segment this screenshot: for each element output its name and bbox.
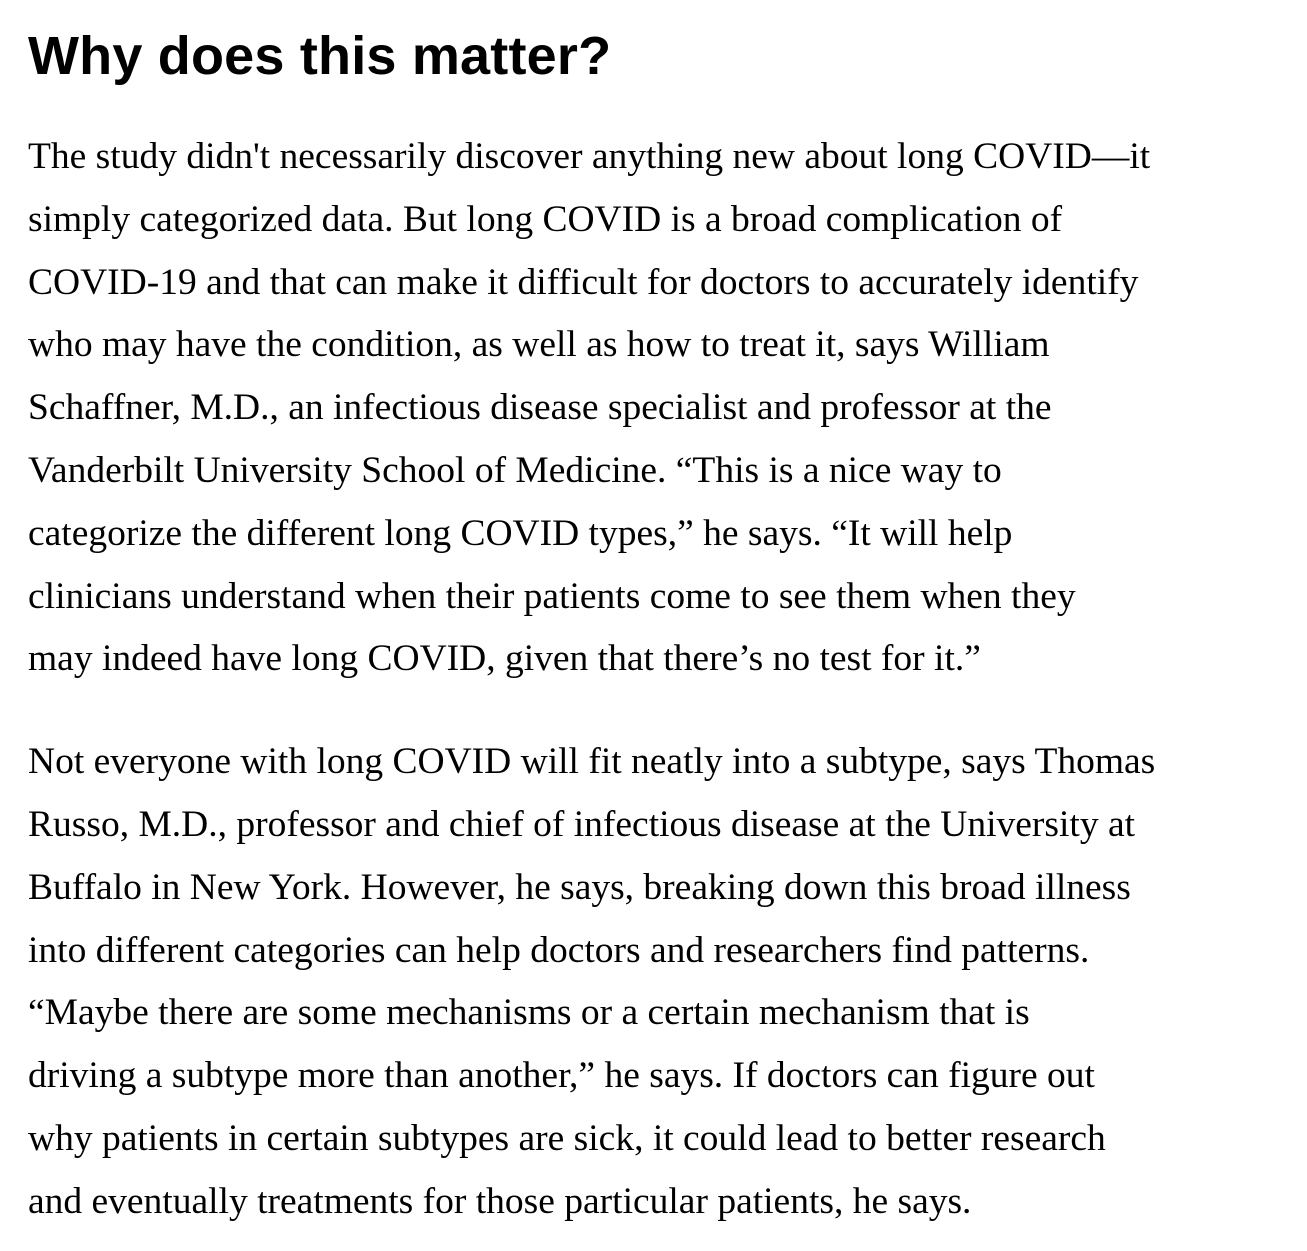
article-paragraph-1 [28, 126, 1290, 691]
paragraph-line: clinicians understand when their patients come to see them when they [28, 575, 1076, 617]
paragraph-line: Vanderbilt University School of Medicine. “This is a nice way to [28, 449, 1002, 491]
paragraph-line: who may have the condition, as well as how to treat it, says William [28, 324, 1050, 366]
paragraph-line: COVID-19 and that can make it difficult for doctors to accurately identify [28, 261, 1139, 303]
paragraph-line: into different categories can help doctors and researchers find patterns. [28, 929, 1090, 971]
section-heading: Why does this matter? [28, 26, 612, 86]
paragraph-line: “Maybe there are some mechanisms or a certain mechanism that is [28, 992, 1030, 1034]
paragraph-line: The study didn't necessarily discover anything new about long COVID—it [28, 136, 1151, 177]
paragraph-line: driving a subtype more than another,” he says. If doctors can figure out [28, 1055, 1095, 1097]
paragraph-line: Russo, M.D., professor and chief of infectious disease at the University at [28, 803, 1136, 845]
paragraph-line: simply categorized data. But long COVID is a broad complication of [28, 198, 1063, 240]
paragraph-line: Buffalo in New York. However, he says, breaking down this broad illness [28, 866, 1131, 908]
article-paragraph-2 [28, 731, 1290, 1233]
paragraph-line: categorize the different long COVID types,” he says. “It will help [28, 512, 1013, 554]
paragraph-line: why patients in certain subtypes are sick, it could lead to better research [28, 1117, 1106, 1159]
paragraph-line: may indeed have long COVID, given that there’s no test for it.” [28, 638, 981, 680]
article-section [28, 0, 1290, 1234]
paragraph-line: Not everyone with long COVID will fit neatly into a subtype, says Thomas [28, 741, 1156, 783]
paragraph-line: and eventually treatments for those particular patients, he says. [28, 1180, 972, 1222]
paragraph-line: Schaffner, M.D., an infectious disease specialist and professor at the [28, 387, 1052, 429]
